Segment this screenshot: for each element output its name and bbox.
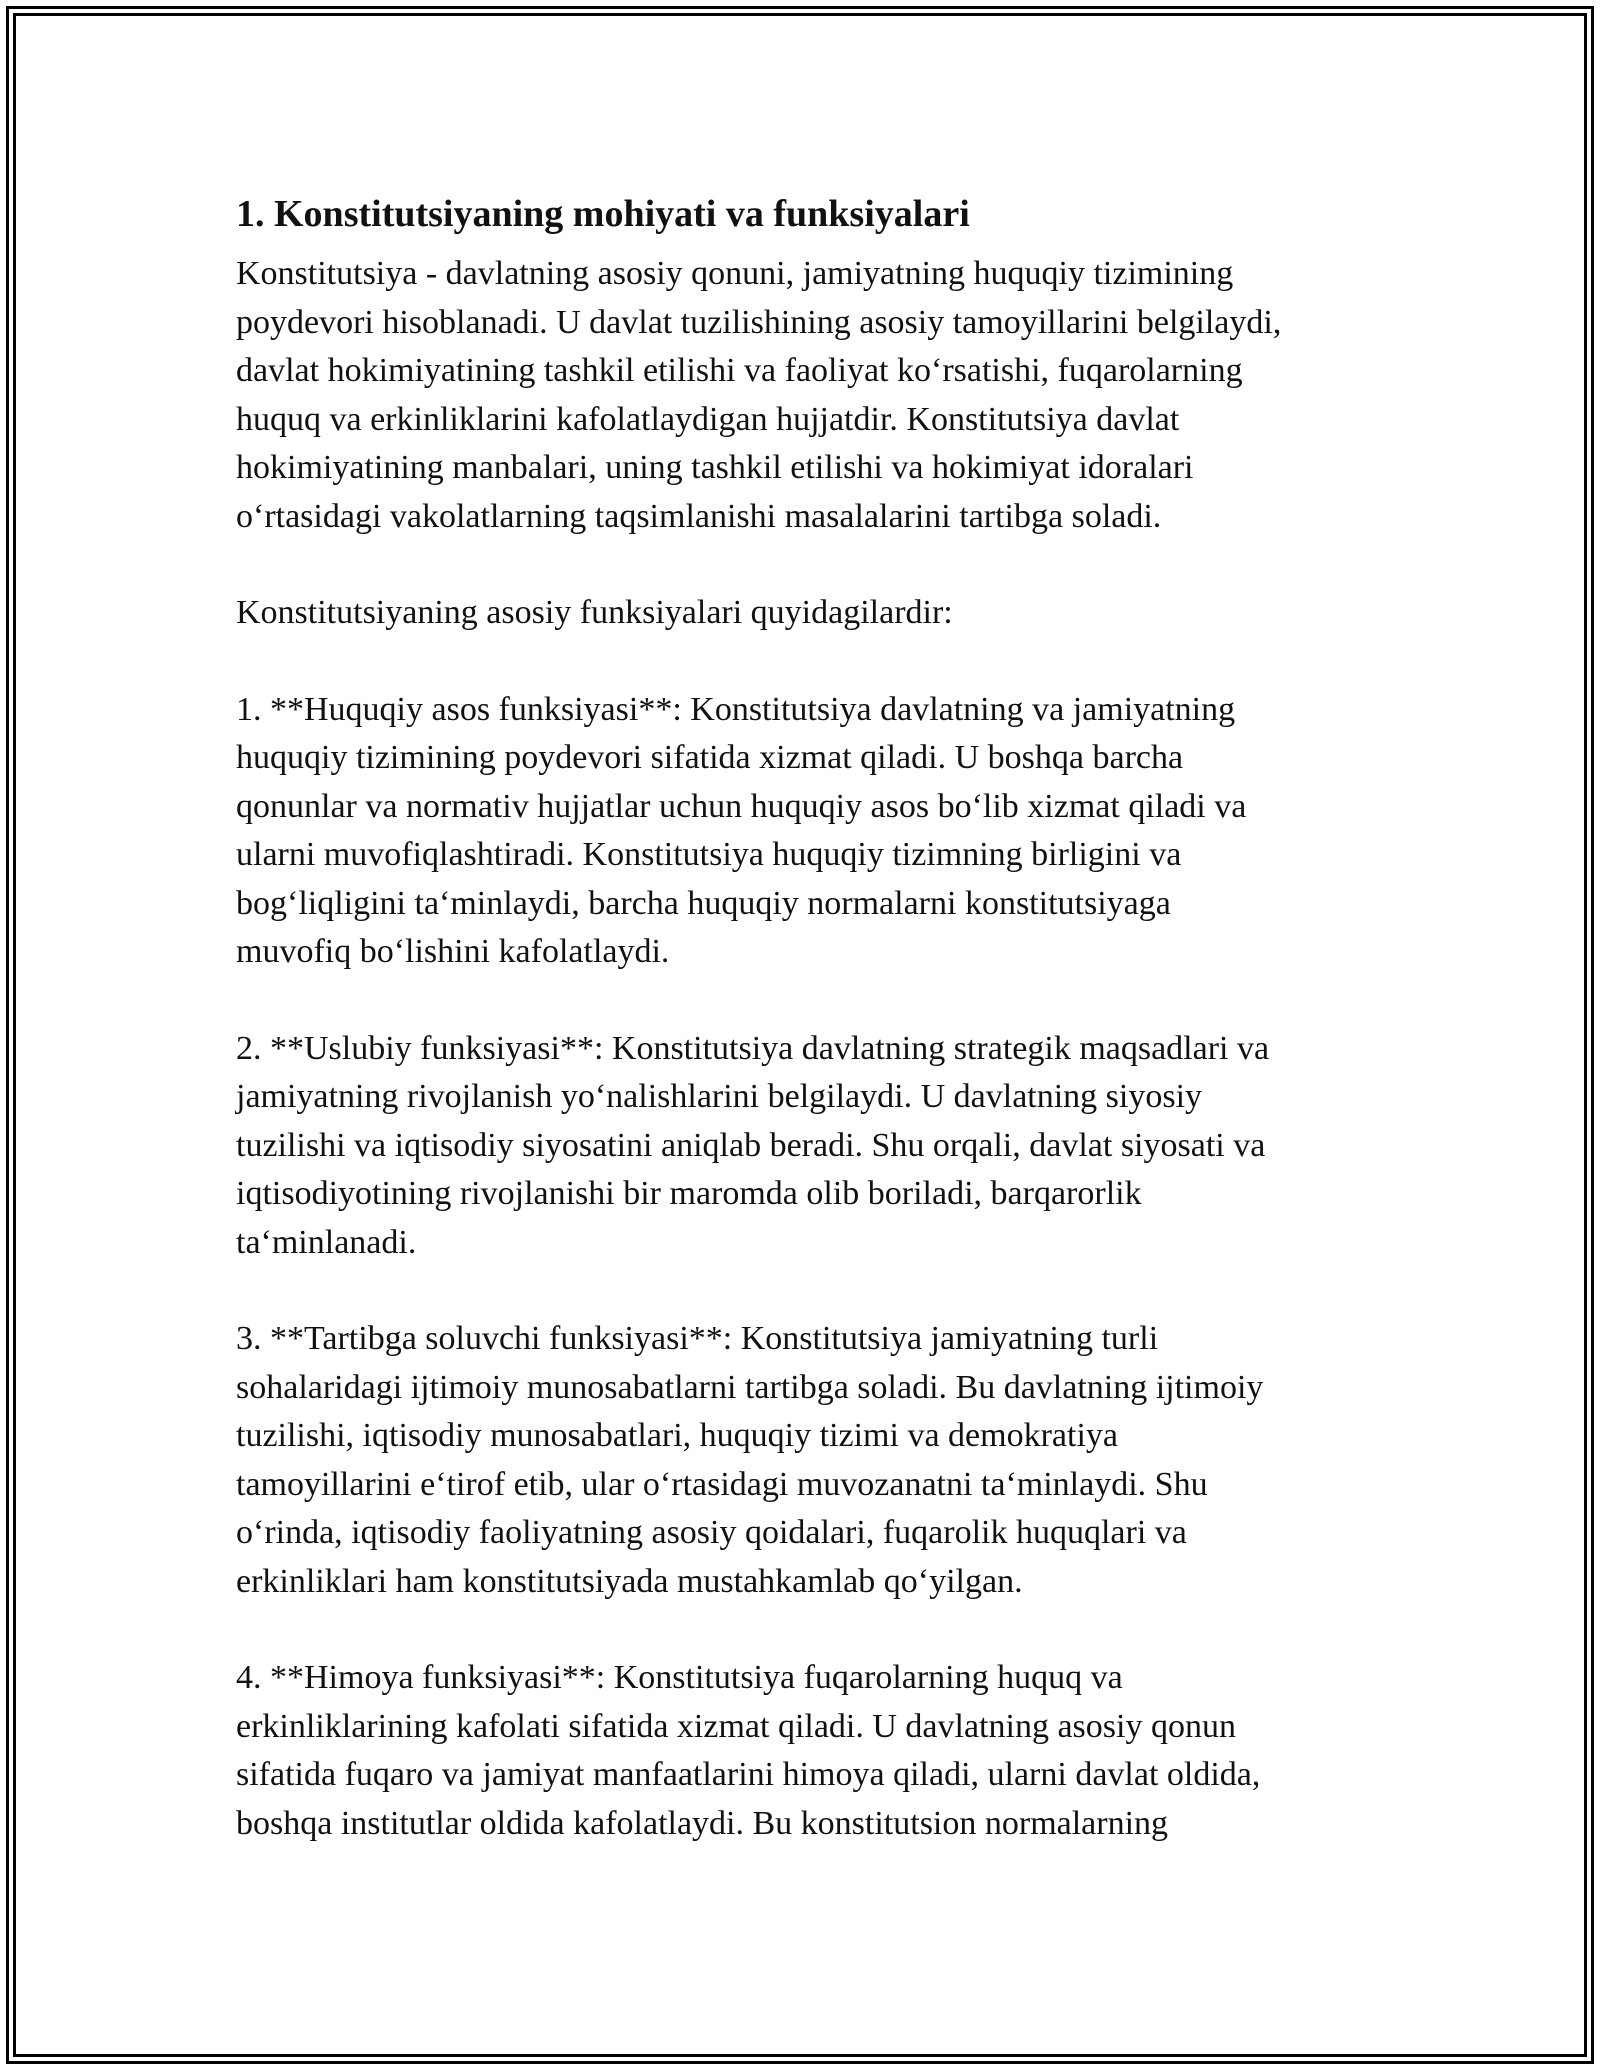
section-heading: 1. Konstitutsiyaning mohiyati va funksiyalari: [236, 193, 970, 235]
functions-intro-paragraph: Konstitutsiyaning asosiy funksiyalari quyidagilardir:: [236, 594, 953, 631]
document-body: [236, 188, 1396, 1848]
intro-paragraph: Konstitutsiya - davlatning asosiy qonuni, jamiyatning huquqiy tizimining poydevori hisoblanadi. U davlat tuzilishining asosiy tamoyillarini belgilaydi, davlat hokimiyatining tashkil etilishi va faoliyat koʻrsatishi, fuqarolarning huquq va erkinliklarini kafolatlaydigan hujjatdir. Konstitutsiya davlat hokimiyatining manbalari, uning tashkil etilishi va hokimiyat idoralari oʻrtasidagi vakolatlarning taqsimlanishi masalalarini tartibga soladi.: [236, 255, 1282, 535]
function-1-paragraph: 1. **Huquqiy asos funksiyasi**: Konstitutsiya davlatning va jamiyatning huquqiy tizimining poydevori sifatida xizmat qiladi. U boshqa barcha qonunlar va normativ hujjatlar uchun huquqiy asos boʻlib xizmat qiladi va ularni muvofiqlashtiradi. Konstitutsiya huquqiy tizimning birligini va bogʻliqligini taʻminlaydi, barcha huquqiy normalarni konstitutsiyaga muvofiq boʻlishini kafolatlaydi.: [236, 690, 1247, 970]
function-4-paragraph: 4. **Himoya funksiyasi**: Konstitutsiya fuqarolarning huquq va erkinliklarining kafolati sifatida xizmat qiladi. U davlatning asosiy qonun sifatida fuqaro va jamiyat manfaatlarini himoya qiladi, ularni davlat oldida, boshqa institutlar oldida kafolatlaydi. Bu konstitutsion normalarning: [236, 1659, 1261, 1842]
function-2-paragraph: 2. **Uslubiy funksiyasi**: Konstitutsiya davlatning strategik maqsadlari va jamiyatning rivojlanish yoʻnalishlarini belgilaydi. U davlatning siyosiy tuzilishi va iqtisodiy siyosatini aniqlab beradi. Shu orqali, davlat siyosati va iqtisodiyotining rivojlanishi bir maromda olib boriladi, barqarorlik taʻminlanadi.: [236, 1029, 1270, 1261]
function-3-paragraph: 3. **Tartibga soluvchi funksiyasi**: Konstitutsiya jamiyatning turli sohalaridagi ijtimoiy munosabatlarni tartibga soladi. Bu davlatning ijtimoiy tuzilishi, iqtisodiy munosabatlari, huquqiy tizimi va demokratiya tamoyillarini eʻtirof etib, ular oʻrtasidagi muvozanatni taʻminlaydi. Shu oʻrinda, iqtisodiy faoliyatning asosiy qoidalari, fuqarolik huquqlari va erkinliklari ham konstitutsiyada mustahkamlab qoʻyilgan.: [236, 1320, 1264, 1600]
